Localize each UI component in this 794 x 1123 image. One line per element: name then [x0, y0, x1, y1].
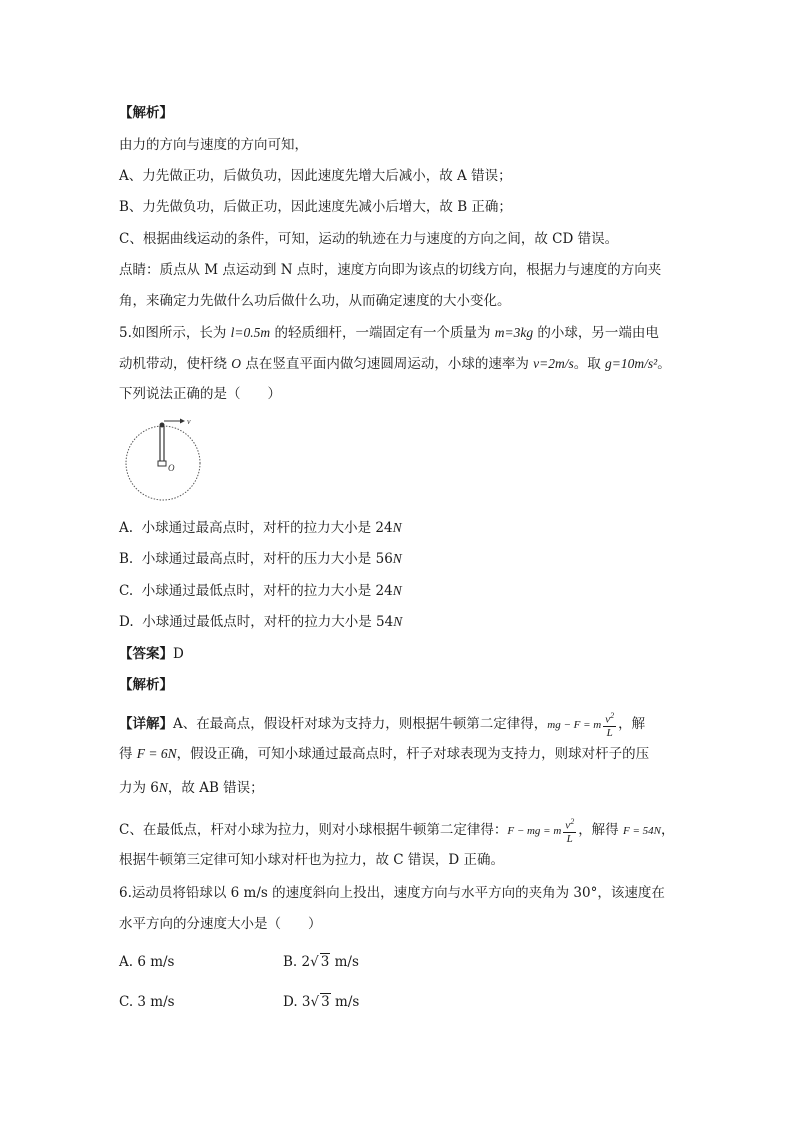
detail-heading: 【详解】 [119, 715, 173, 732]
analysis-intro: 由力的方向与速度的方向可知， [119, 137, 308, 153]
velocity-arrowhead [180, 419, 185, 424]
q5-stem-text: 动机带动，使杆绕 [119, 356, 232, 372]
q5-speed: v=2m/s [533, 356, 574, 371]
ball [160, 423, 165, 428]
fraction-numerator: v [565, 819, 571, 832]
q5-detail-line-4 [119, 816, 674, 845]
option-letter: D. [119, 614, 134, 630]
option-unit: N [392, 583, 402, 598]
sqrt-icon: √ [310, 994, 320, 1010]
answer-value: D [173, 646, 184, 662]
q5-analysis-heading: 【解析】 [119, 677, 173, 693]
option-unit: m/s [334, 954, 359, 970]
equation-f6: F = 6N [136, 746, 177, 761]
detail-text: ，解 [618, 715, 646, 732]
q5-detail-line-2 [119, 745, 649, 763]
q5-option-b [119, 550, 402, 568]
q5-stem-line-2 [119, 355, 671, 373]
q6-option-b [283, 953, 359, 970]
q5-stem-line-1 [119, 324, 659, 342]
q5-stem-text: 的小球，另一端由电 [533, 325, 659, 341]
fraction-exponent: 2 [570, 817, 575, 826]
equation-2-fraction [563, 816, 576, 845]
equation-f54: F = 54N [622, 824, 661, 837]
analysis-option-b: B、力先做负功，后做正功，因此速度先减小后增大，故 B 正确； [119, 199, 512, 215]
option-text: 小球通过最低点时，对杆的拉力大小是 54 [142, 614, 394, 630]
q5-mass: m=3kg [494, 325, 534, 340]
option-text: 小球通过最高点时，对杆的压力大小是 56 [141, 551, 393, 567]
option-letter: C. [119, 583, 134, 599]
sqrt-icon: √ [310, 954, 319, 970]
q5-detail-line-3 [119, 779, 264, 797]
detail-text: ， [660, 821, 675, 838]
option-unit: N [393, 614, 403, 629]
detail-text: 得 [119, 746, 137, 762]
q5-option-c [119, 582, 402, 600]
q5-gravity: g=10m/s² [605, 356, 658, 371]
sqrt-radicand: 3 [321, 994, 330, 1010]
q5-option-d [119, 613, 402, 631]
note-line-2: 角，来确定力先做什么功后做什么功，从而确定速度的大小变化。 [119, 293, 511, 309]
q6-stem-line-1: 6.运动员将铅球以 6 m/s 的速度斜向上投出，速度方向与水平方向的夹角为 30°，该速度在 [119, 885, 665, 901]
q5-stem-line-3: 下列说法正确的是（ ） [119, 386, 281, 402]
option-text: D. 3 [283, 994, 311, 1010]
q5-stem-text: 的轻质细杆，一端固定有一个质量为 [270, 325, 495, 341]
velocity-label: v [187, 417, 191, 426]
q5-detail-line-1 [119, 710, 645, 739]
circular-motion-figure [120, 416, 206, 502]
detail-text: ，故 AB 错误； [167, 780, 264, 796]
answer-heading: 【答案】 [119, 646, 173, 662]
option-text: 小球通过最高点时，对杆的拉力大小是 24 [141, 520, 393, 536]
option-unit: N [392, 551, 402, 566]
equation-2-lhs: F − mg = m [507, 824, 562, 837]
q5-point-o: O [231, 356, 242, 371]
detail-unit: N [158, 780, 168, 795]
fraction-exponent: 2 [610, 711, 615, 720]
q5-option-a [119, 519, 402, 537]
q5-stem-text: 点在竖直平面内做匀速圆周运动，小球的速率为 [241, 356, 534, 372]
equation-1-lhs: mg − F = m [547, 718, 602, 731]
option-letter: A. [119, 520, 134, 536]
detail-text: ，假设正确，可知小球通过最高点时，杆子对球表现为支持力，则球对杆子的压 [176, 746, 650, 762]
analysis-option-c: C、根据曲线运动的条件，可知，运动的轨迹在力与速度的方向之间，故 CD 错误。 [119, 231, 619, 247]
analysis-option-a: A、力先做正功，后做负功，因此速度先增大后减小，故 A 错误； [119, 168, 512, 184]
q5-stem-text: 。 [657, 356, 671, 372]
analysis-heading: 【解析】 [119, 105, 173, 121]
equation-1-fraction [603, 710, 616, 739]
detail-text: ，解得 [578, 821, 623, 838]
point-o-label: O [168, 463, 175, 473]
q6-stem-line-2: 水平方向的分速度大小是（ ） [119, 916, 322, 932]
option-text: B. 2 [283, 954, 311, 970]
q5-stem-text: 5.如图所示，长为 [119, 325, 231, 341]
q5-stem-text: 。取 [573, 356, 606, 372]
q5-answer [119, 645, 184, 663]
fraction-denominator: L [606, 726, 613, 739]
sqrt-radicand: 3 [320, 954, 330, 970]
detail-text: A、在最高点，假设杆对球为支持力，则根据牛顿第二定律得， [173, 715, 548, 732]
option-letter: B. [119, 551, 134, 567]
detail-text: 力为 6 [119, 780, 159, 796]
q6-option-c: C. 3 m/s [119, 994, 175, 1010]
fraction-denominator: L [566, 832, 573, 845]
fraction-numerator: v [605, 713, 611, 726]
option-unit: m/s [335, 994, 360, 1010]
option-unit: N [392, 520, 402, 535]
q6-option-a: A. 6 m/s [119, 954, 175, 970]
detail-text: C、在最低点，杆对小球为拉力，则对小球根据牛顿第二定律得： [119, 821, 508, 838]
q6-option-d [283, 993, 359, 1010]
q5-length: l=0.5m [230, 325, 271, 340]
option-text: 小球通过最低点时，对杆的拉力大小是 24 [141, 583, 393, 599]
note-line-1: 点睛：质点从 M 点运动到 N 点时，速度方向即为该点的切线方向，根据力与速度的方向夹 [119, 262, 662, 278]
q5-detail-line-5: 根据牛顿第三定律可知小球对杆也为拉力，故 C 错误，D 正确。 [119, 852, 505, 868]
pivot [158, 461, 166, 466]
